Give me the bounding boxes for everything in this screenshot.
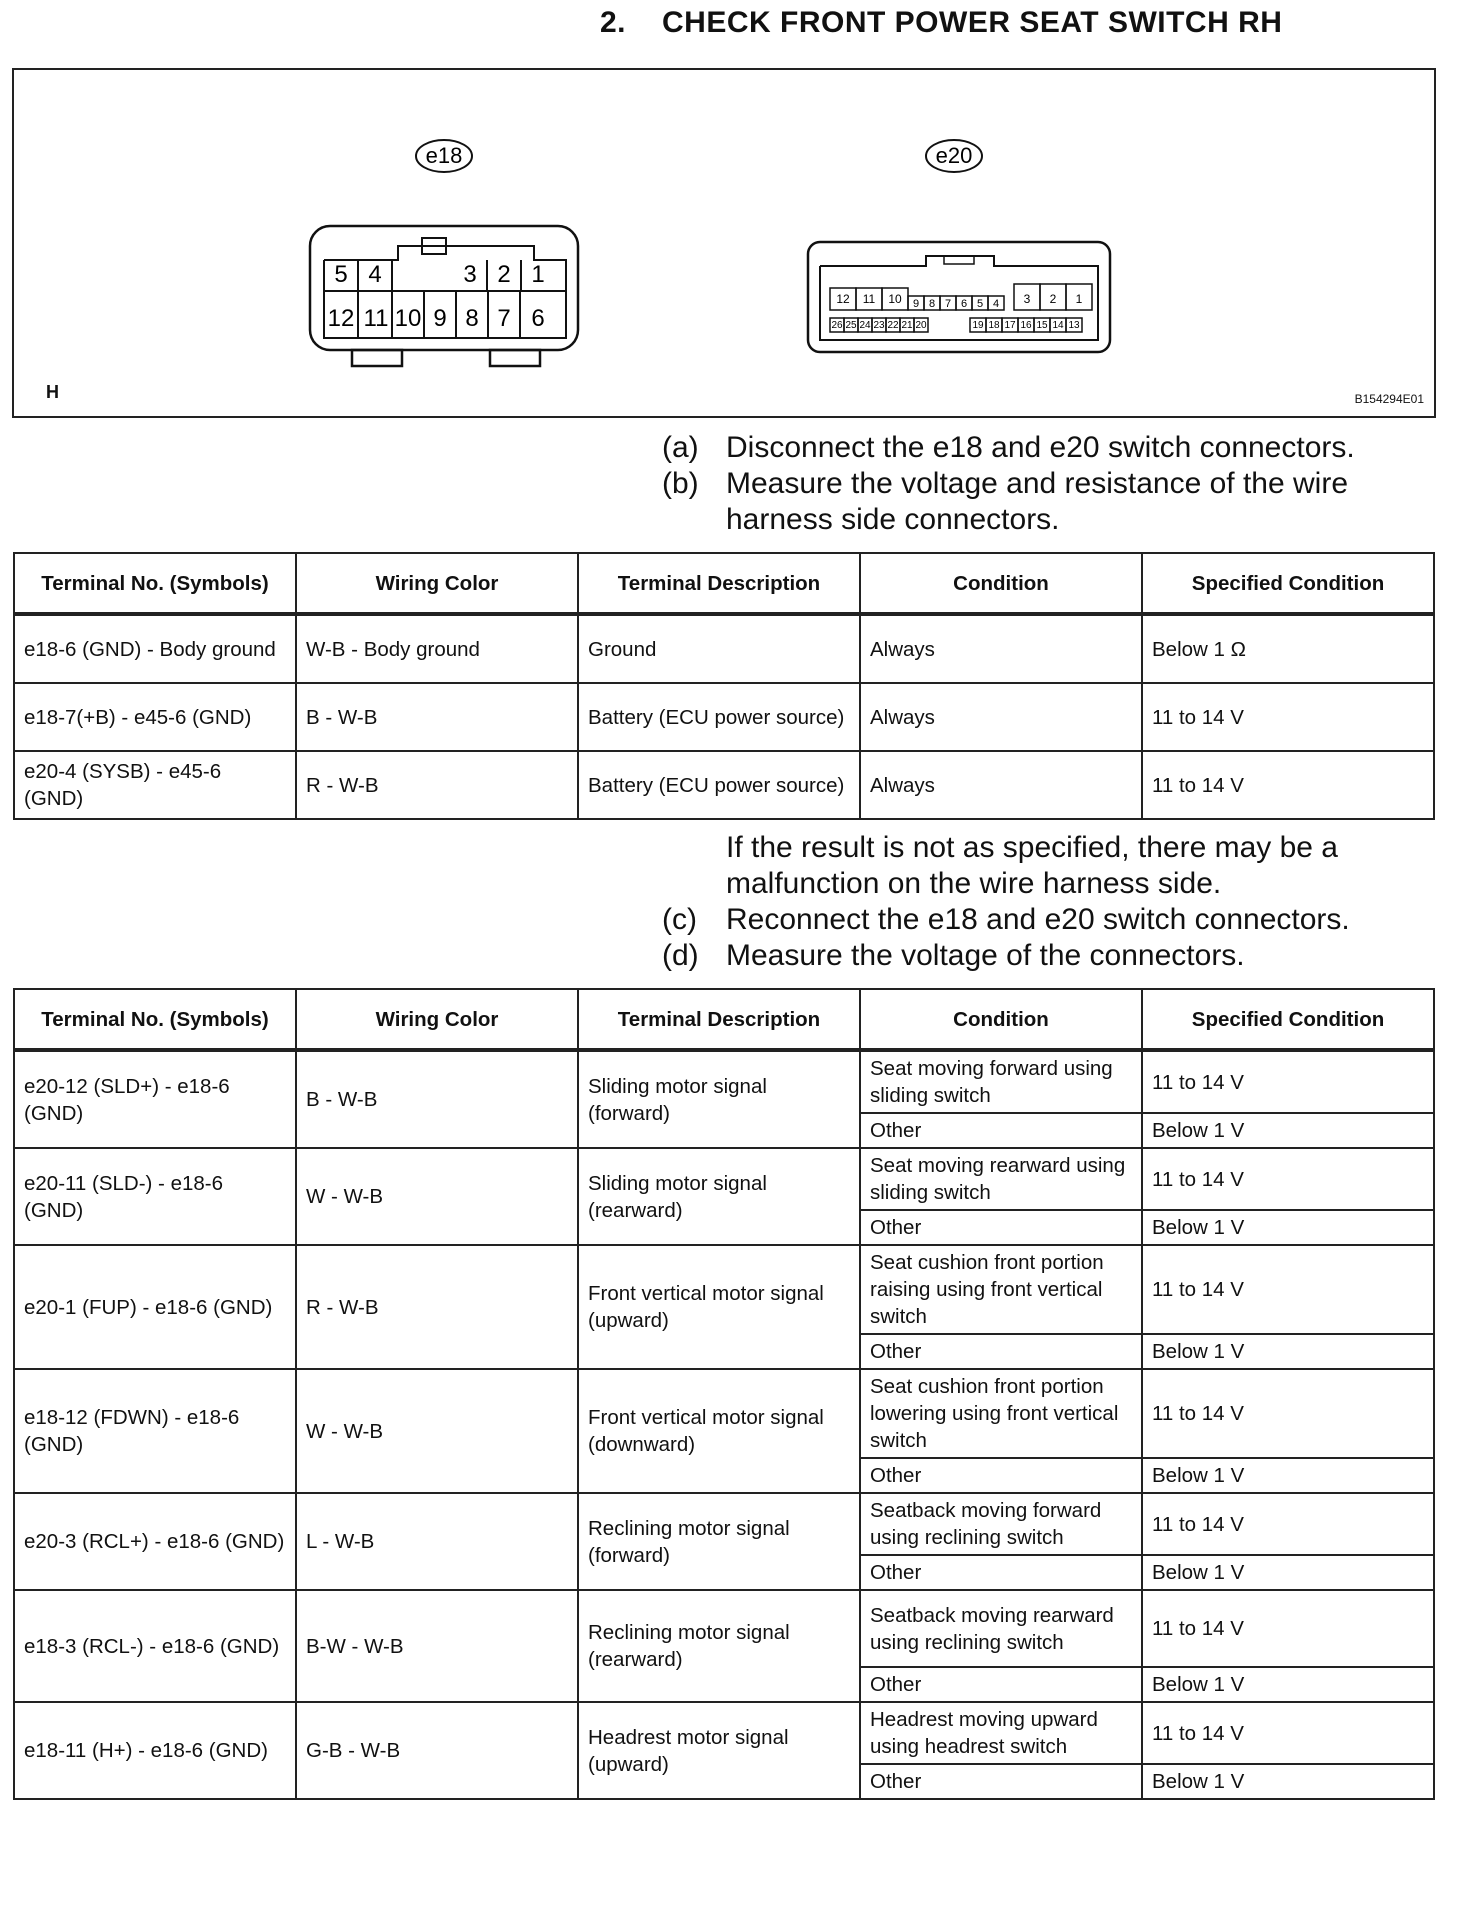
cell-terminal: e18-12 (FDWN) - e18-6 (GND) — [14, 1369, 296, 1493]
pin-label: 5 — [334, 261, 348, 288]
cell-other_spec: Below 1 V — [1142, 1667, 1434, 1702]
header-wiring: Wiring Color — [296, 989, 578, 1050]
pin-label: 8 — [928, 298, 936, 310]
cell-color: L - W-B — [296, 1493, 578, 1590]
table-row — [14, 1702, 1434, 1764]
pin-label: 1 — [1075, 292, 1083, 306]
pin-label: 22 — [887, 320, 899, 331]
cell-spec: 11 to 14 V — [1142, 1590, 1434, 1667]
pin-label: 6 — [960, 298, 968, 310]
cell-color: R - W-B — [296, 1245, 578, 1369]
pin-label: 19 — [972, 320, 984, 331]
steps-first — [662, 430, 1446, 538]
cell-other_spec: Below 1 V — [1142, 1764, 1434, 1799]
table-connector-voltage — [13, 988, 1435, 1800]
figure-code: B154294E01 — [1354, 392, 1424, 406]
cell-terminal: e18-3 (RCL-) - e18-6 (GND) — [14, 1590, 296, 1702]
cell-terminal: e18-11 (H+) - e18-6 (GND) — [14, 1702, 296, 1799]
note-row — [662, 830, 1446, 902]
cell-desc: Sliding motor signal (rearward) — [578, 1148, 860, 1245]
pin-label: 13 — [1068, 320, 1080, 331]
cell-other_spec: Below 1 V — [1142, 1334, 1434, 1369]
pin-label: 20 — [915, 320, 927, 331]
cell-color: W-B - Body ground — [296, 614, 578, 683]
pin-label: 3 — [463, 261, 477, 288]
header-spec: Specified Condition — [1142, 989, 1434, 1050]
cell-spec: 11 to 14 V — [1142, 1148, 1434, 1210]
pin-label: 4 — [368, 261, 382, 288]
cell-desc: Reclining motor signal (forward) — [578, 1493, 860, 1590]
pin-label: 17 — [1004, 320, 1016, 331]
header-condition: Condition — [860, 989, 1142, 1050]
e18-bottom-pins — [328, 291, 545, 338]
pin-label: 21 — [901, 320, 913, 331]
header-description: Terminal Description — [578, 553, 860, 614]
e20-pins — [830, 284, 1092, 332]
cell-other: Other — [860, 1334, 1142, 1369]
steps-second — [662, 830, 1446, 974]
cell-color: R - W-B — [296, 751, 578, 819]
cell-spec: 11 to 14 V — [1142, 1702, 1434, 1764]
cell-color: B-W - W-B — [296, 1590, 578, 1702]
cell-spec: 11 to 14 V — [1142, 1369, 1434, 1458]
e18-label: e18 — [425, 143, 463, 168]
cell-color: W - W-B — [296, 1369, 578, 1493]
pin-label: 9 — [912, 298, 920, 310]
pin-label: 2 — [497, 261, 511, 288]
view-label: H — [46, 382, 59, 402]
cell-desc: Ground — [578, 614, 860, 683]
cell-color: B - W-B — [296, 683, 578, 751]
step-c — [662, 902, 1446, 938]
table-row — [14, 751, 1434, 819]
cell-desc: Battery (ECU power source) — [578, 751, 860, 819]
cell-terminal: e18-7(+B) - e45-6 (GND) — [14, 683, 296, 751]
pin-label: 11 — [363, 305, 389, 332]
table-row — [14, 1050, 1434, 1113]
pin-label: 7 — [944, 298, 952, 310]
cell-desc: Battery (ECU power source) — [578, 683, 860, 751]
header-wiring: Wiring Color — [296, 553, 578, 614]
cell-condition: Always — [860, 683, 1142, 751]
connector-diagram — [14, 70, 1434, 416]
cell-color: W - W-B — [296, 1148, 578, 1245]
table-row — [14, 1148, 1434, 1210]
cell-condition: Seat cushion front portion raising using front vertical switch — [860, 1245, 1142, 1334]
cell-desc: Front vertical motor signal (downward) — [578, 1369, 860, 1493]
step-label: (a) — [662, 431, 699, 464]
cell-spec: 11 to 14 V — [1142, 1245, 1434, 1334]
cell-other: Other — [860, 1113, 1142, 1148]
cell-condition: Always — [860, 614, 1142, 683]
cell-spec: 11 to 14 V — [1142, 1493, 1434, 1555]
table-row — [14, 683, 1434, 751]
cell-other_spec: Below 1 V — [1142, 1555, 1434, 1590]
pin-label: 10 — [394, 305, 422, 332]
cell-terminal: e20-11 (SLD-) - e18-6 (GND) — [14, 1148, 296, 1245]
note-text: If the result is not as specified, there may be a malfunction on the wire harness side. — [726, 831, 1338, 900]
cell-desc: Sliding motor signal (forward) — [578, 1050, 860, 1148]
step-d — [662, 938, 1446, 974]
header-description: Terminal Description — [578, 989, 860, 1050]
header-terminal: Terminal No. (Symbols) — [14, 989, 296, 1050]
cell-other: Other — [860, 1458, 1142, 1493]
step-a — [662, 430, 1446, 466]
pin-label: 7 — [497, 305, 511, 332]
pin-label: 4 — [992, 298, 1000, 310]
table-row — [14, 1493, 1434, 1555]
table-row — [14, 1245, 1434, 1334]
table-harness-check — [13, 552, 1435, 820]
e20-label: e20 — [935, 143, 973, 168]
cell-spec: 11 to 14 V — [1142, 751, 1434, 819]
cell-desc: Headrest motor signal (upward) — [578, 1702, 860, 1799]
step-number: 2. — [600, 6, 627, 39]
cell-other: Other — [860, 1667, 1142, 1702]
cell-condition: Seat cushion front portion lowering using front vertical switch — [860, 1369, 1142, 1458]
cell-desc: Reclining motor signal (rearward) — [578, 1590, 860, 1702]
cell-spec: 11 to 14 V — [1142, 683, 1434, 751]
cell-terminal: e18-6 (GND) - Body ground — [14, 614, 296, 683]
step-text: Measure the voltage and resistance of the wire harness side connectors. — [726, 467, 1349, 536]
cell-condition: Seatback moving rearward using reclining switch — [860, 1590, 1142, 1667]
title-text: CHECK FRONT POWER SEAT SWITCH RH — [662, 6, 1283, 39]
pin-label: 16 — [1020, 320, 1032, 331]
cell-other: Other — [860, 1764, 1142, 1799]
table-row — [14, 1590, 1434, 1667]
header-condition: Condition — [860, 553, 1142, 614]
cell-terminal: e20-4 (SYSB) - e45-6 (GND) — [14, 751, 296, 819]
e18-latch-left — [352, 350, 402, 366]
step-label: (b) — [662, 467, 699, 500]
cell-spec: Below 1 Ω — [1142, 614, 1434, 683]
table-row — [14, 1369, 1434, 1458]
cell-condition: Always — [860, 751, 1142, 819]
pin-label: 15 — [1036, 320, 1048, 331]
pin-label: 18 — [988, 320, 1000, 331]
e18-latch-right — [490, 350, 540, 366]
cell-condition: Seat moving rearward using sliding switch — [860, 1148, 1142, 1210]
step-text: Disconnect the e18 and e20 switch connectors. — [726, 431, 1355, 464]
pin-label: 23 — [873, 320, 885, 331]
pin-label: 11 — [862, 292, 876, 306]
pin-label: 5 — [976, 298, 984, 310]
pin-label: 6 — [531, 305, 545, 332]
cell-other_spec: Below 1 V — [1142, 1113, 1434, 1148]
connector-figure — [12, 68, 1436, 418]
cell-terminal: e20-1 (FUP) - e18-6 (GND) — [14, 1245, 296, 1369]
e20-housing — [808, 242, 1110, 352]
pin-label: 14 — [1052, 320, 1064, 331]
pin-label: 9 — [433, 305, 447, 332]
cell-color: G-B - W-B — [296, 1702, 578, 1799]
cell-color: B - W-B — [296, 1050, 578, 1148]
cell-condition: Headrest moving upward using headrest switch — [860, 1702, 1142, 1764]
pin-label: 25 — [845, 320, 857, 331]
pin-label: 24 — [859, 320, 871, 331]
header-terminal: Terminal No. (Symbols) — [14, 553, 296, 614]
cell-other_spec: Below 1 V — [1142, 1458, 1434, 1493]
pin-label: 3 — [1023, 292, 1031, 306]
cell-condition: Seat moving forward using sliding switch — [860, 1050, 1142, 1113]
pin-label: 1 — [531, 261, 545, 288]
step-b — [662, 466, 1446, 538]
cell-other: Other — [860, 1210, 1142, 1245]
cell-terminal: e20-12 (SLD+) - e18-6 (GND) — [14, 1050, 296, 1148]
pin-label: 8 — [465, 305, 479, 332]
cell-other_spec: Below 1 V — [1142, 1210, 1434, 1245]
step-label: (c) — [662, 903, 697, 936]
step-text: Reconnect the e18 and e20 switch connectors. — [726, 903, 1350, 936]
pin-label: 26 — [831, 320, 843, 331]
pin-label: 12 — [327, 305, 355, 332]
pin-label: 12 — [836, 292, 850, 306]
cell-condition: Seatback moving forward using reclining switch — [860, 1493, 1142, 1555]
cell-spec: 11 to 14 V — [1142, 1050, 1434, 1113]
section-title — [600, 6, 1282, 40]
pin-label: 2 — [1049, 292, 1057, 306]
step-text: Measure the voltage of the connectors. — [726, 939, 1245, 972]
e18-top-pins — [334, 260, 544, 291]
table-row — [14, 614, 1434, 683]
cell-terminal: e20-3 (RCL+) - e18-6 (GND) — [14, 1493, 296, 1590]
header-spec: Specified Condition — [1142, 553, 1434, 614]
pin-label: 10 — [888, 292, 902, 306]
cell-desc: Front vertical motor signal (upward) — [578, 1245, 860, 1369]
cell-other: Other — [860, 1555, 1142, 1590]
step-label: (d) — [662, 939, 699, 972]
